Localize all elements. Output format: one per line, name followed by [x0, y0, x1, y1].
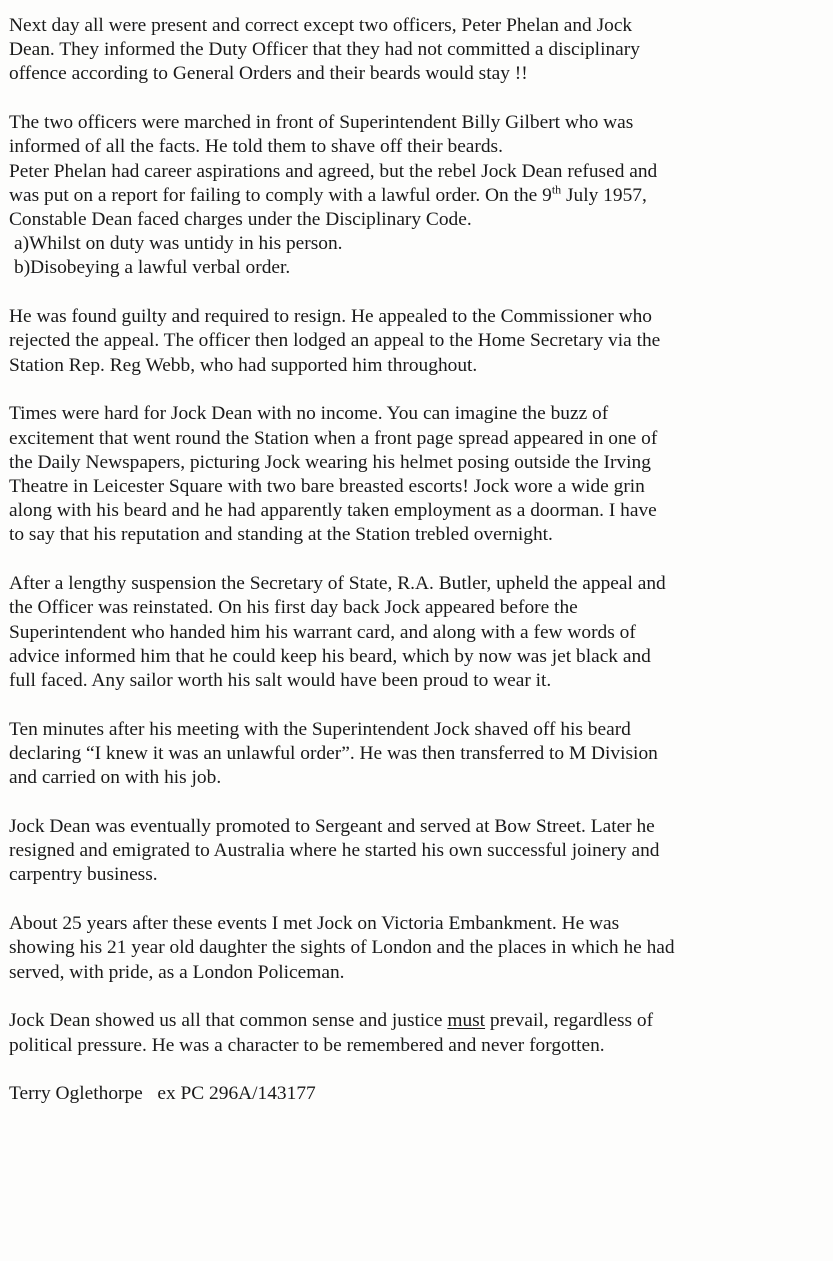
text-segment: prevail, regardless of: [485, 1010, 654, 1032]
text-line: rejected the appeal. The officer then lodged an appeal to the Home Secretary via the: [9, 330, 661, 352]
text-line: excitement that went round the Station when a front page spread appeared in one of: [9, 427, 658, 449]
paragraph-4: [9, 402, 825, 547]
text-line: He was found guilty and required to resign. He appealed to the Commissioner who: [9, 306, 652, 328]
text-line: resigned and emigrated to Australia where he started his own successful joinery and: [9, 840, 660, 862]
paragraph-9: [9, 1009, 825, 1057]
text-segment: July 1957,: [561, 184, 647, 206]
paragraph-6: [9, 718, 825, 791]
signature-name: Terry Oglethorpe: [9, 1083, 143, 1105]
text-line: Theatre in Leicester Square with two bare breasted escorts! Jock wore a wide grin: [9, 476, 645, 498]
ordinal-superscript: th: [551, 182, 562, 197]
text-line: full faced. Any sailor worth his salt would have been proud to wear it.: [9, 670, 552, 692]
paragraph-7: [9, 815, 825, 888]
charge-item-a: a)Whilst on duty was untidy in his person.: [14, 233, 343, 255]
text-line: Constable Dean faced charges under the Disciplinary Code.: [9, 209, 472, 231]
text-line-with-emphasis: [9, 1009, 825, 1033]
text-line: Jock Dean was eventually promoted to Sergeant and served at Bow Street. Later he: [9, 816, 655, 838]
text-line: showing his 21 year old daughter the sights of London and the places in which he had: [9, 937, 675, 959]
text-line: to say that his reputation and standing at the Station trebled overnight.: [9, 524, 553, 546]
text-line: and carried on with his job.: [9, 767, 222, 789]
text-line: advice informed him that he could keep his beard, which by now was jet black and: [9, 645, 651, 667]
text-line: carpentry business.: [9, 864, 158, 886]
paragraph-5: [9, 572, 825, 693]
paragraph-1: [9, 14, 825, 87]
text-line: Peter Phelan had career aspirations and agreed, but the rebel Jock Dean refused and: [9, 160, 658, 182]
text-line: Ten minutes after his meeting with the Superintendent Jock shaved off his beard: [9, 718, 631, 740]
signature: [9, 1082, 825, 1106]
text-line: About 25 years after these events I met Jock on Victoria Embankment. He was: [9, 913, 620, 935]
text-line: informed of all the facts. He told them to shave off their beards.: [9, 136, 503, 158]
text-line: After a lengthy suspension the Secretary of State, R.A. Butler, upheld the appeal and: [9, 573, 666, 595]
text-line: The two officers were marched in front of Superintendent Billy Gilbert who was: [9, 112, 634, 134]
text-line: Dean. They informed the Duty Officer that they had not committed a disciplinary: [9, 39, 640, 61]
underlined-word: must: [447, 1010, 486, 1032]
text-line: political pressure. He was a character to be remembered and never forgotten.: [9, 1034, 605, 1056]
text-line: Next day all were present and correct except two officers, Peter Phelan and Jock: [9, 15, 633, 36]
text-line: Station Rep. Reg Webb, who had supported him throughout.: [9, 354, 478, 376]
paragraph-2: [9, 111, 825, 280]
text-line-with-date: [9, 184, 825, 208]
text-line: along with his beard and he had apparently taken employment as a doorman. I have: [9, 500, 657, 522]
signature-rank: ex PC 296A/143177: [157, 1083, 316, 1105]
text-line: Superintendent who handed him his warrant card, and along with a few words of: [9, 621, 636, 643]
text-segment: was put on a report for failing to comply with a lawful order. On the 9: [9, 184, 552, 206]
paragraph-8: [9, 912, 825, 985]
text-segment: Jock Dean showed us all that common sense and justice: [9, 1010, 448, 1032]
charge-item-b: b)Disobeying a lawful verbal order.: [14, 257, 291, 279]
text-line: served, with pride, as a London Policeman.: [9, 961, 345, 983]
paragraph-3: [9, 305, 825, 378]
text-line: declaring “I knew it was an unlawful order”. He was then transferred to M Division: [9, 743, 658, 765]
text-line: Times were hard for Jock Dean with no income. You can imagine the buzz of: [9, 403, 609, 425]
text-line: the Officer was reinstated. On his first day back Jock appeared before the: [9, 597, 578, 619]
text-line: offence according to General Orders and their beards would stay !!: [9, 63, 528, 85]
text-line: the Daily Newspapers, picturing Jock wearing his helmet posing outside the Irving: [9, 451, 651, 473]
